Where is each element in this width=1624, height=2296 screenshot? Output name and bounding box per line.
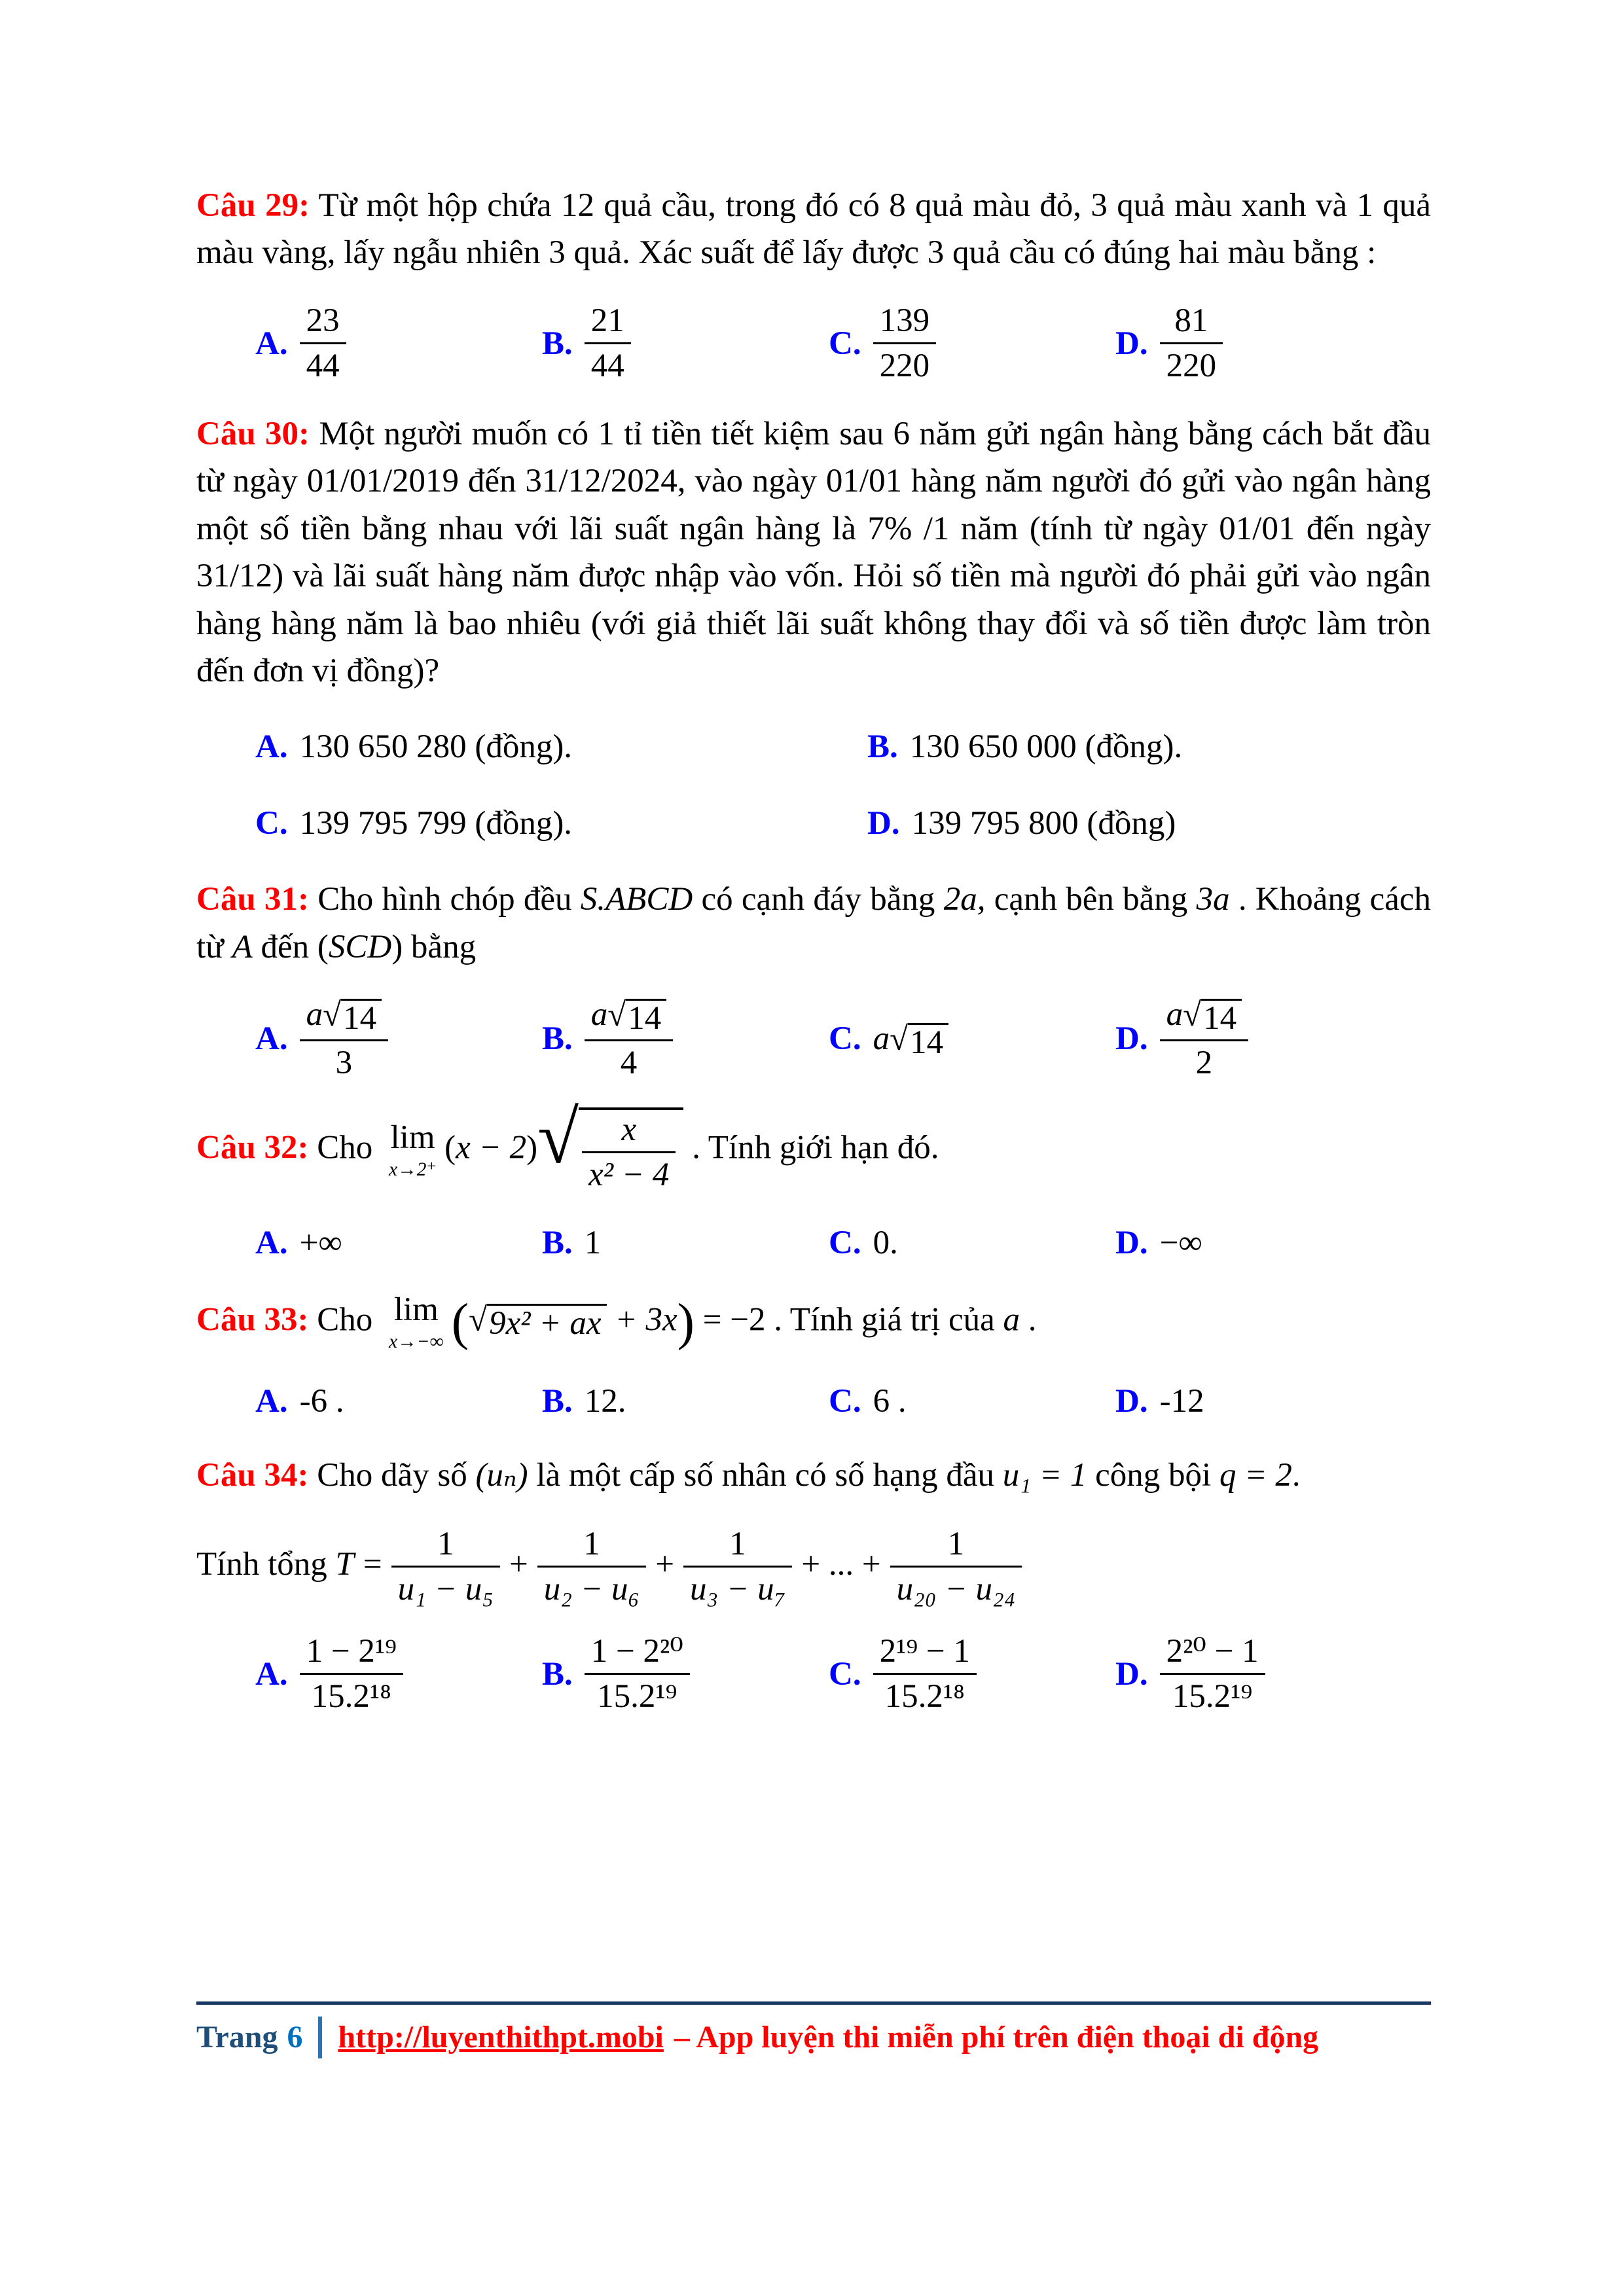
footer-link[interactable]: http://luyenthithpt.mobi	[338, 2020, 664, 2054]
option-b	[542, 997, 829, 1081]
text-run: .	[1020, 1301, 1037, 1338]
option-d-fraction	[1160, 997, 1249, 1081]
question-31-options	[255, 997, 1431, 1081]
question-32-label: Câu 32:	[196, 1129, 309, 1166]
coefficient: a	[306, 996, 323, 1033]
option-a-text: +∞	[299, 1225, 342, 1262]
option-b-text: 1	[584, 1225, 602, 1262]
option-c-letter: C.	[255, 804, 288, 842]
radical-sign-icon: √	[469, 1301, 488, 1338]
option-a-text: -6 .	[299, 1383, 344, 1420]
math-run: T	[335, 1545, 354, 1583]
option-a-letter: A.	[255, 1020, 288, 1058]
paren-open: (	[451, 1293, 469, 1351]
option-a	[255, 997, 542, 1081]
option-a-fraction	[300, 303, 346, 384]
option-b-fraction	[585, 1634, 690, 1715]
question-29	[196, 182, 1431, 384]
option-a-fraction	[300, 997, 389, 1081]
sequence-symbol: (uₙ)	[475, 1456, 528, 1494]
equals-sign: =	[363, 1545, 382, 1583]
ellipsis-plus: + ... +	[801, 1545, 881, 1583]
text-run: Tính giá trị của	[789, 1301, 1003, 1338]
option-d-letter: D.	[1115, 1225, 1148, 1262]
text-run: cạnh bên bằng	[985, 881, 1197, 918]
fraction-denominator: u₂₀ − u₂₄	[896, 1571, 1016, 1608]
option-d-text: −∞	[1159, 1225, 1202, 1262]
text-run: . Khoảng cách từ	[196, 881, 1432, 965]
option-b-letter: B.	[542, 1020, 573, 1058]
option-a-letter: A.	[255, 1225, 288, 1262]
fraction	[890, 1526, 1022, 1607]
question-32-options	[255, 1219, 1431, 1266]
option-d	[1115, 1634, 1431, 1715]
question-34-label: Câu 34:	[196, 1456, 309, 1494]
fraction-numerator: 21	[585, 303, 631, 344]
question-34-formula	[196, 1526, 1431, 1607]
fraction-denominator: 220	[1166, 347, 1217, 384]
fraction-numerator: 1 − 2²⁰	[585, 1634, 690, 1675]
option-b-letter: B.	[542, 325, 573, 362]
option-b-text: 12.	[584, 1383, 626, 1420]
text-run: ) bằng	[391, 928, 477, 965]
fraction-numerator: 2¹⁹ − 1	[873, 1634, 977, 1675]
text-run: có cạnh đáy bằng	[693, 881, 944, 918]
question-33-options	[255, 1378, 1431, 1425]
fraction-denominator: u₃ − u₇	[689, 1571, 786, 1608]
question-31-label: Câu 31:	[196, 881, 309, 918]
option-a-text: 130 650 280 (đồng).	[299, 728, 573, 766]
question-32-paragraph	[196, 1096, 1431, 1194]
question-34-paragraph	[196, 1452, 1431, 1499]
option-d-text: -12	[1159, 1383, 1204, 1420]
fraction-numerator: 1	[391, 1526, 500, 1568]
fraction	[391, 1526, 500, 1607]
fraction-numerator: 139	[873, 303, 937, 344]
square-root	[323, 996, 382, 1037]
option-c	[829, 1634, 1115, 1715]
fraction-denominator: 4	[620, 1045, 638, 1082]
radicand: 14	[908, 1023, 948, 1061]
radicand: 14	[626, 999, 666, 1037]
option-b-letter: B.	[542, 1383, 573, 1420]
math-run: a	[1003, 1301, 1020, 1338]
option-a-fraction	[300, 1634, 403, 1715]
option-c-letter: C.	[829, 1020, 861, 1058]
plus-sign: +	[509, 1545, 528, 1583]
option-d-letter: D.	[1115, 1383, 1148, 1420]
option-d	[1115, 997, 1431, 1081]
option-b-letter: B.	[542, 1656, 573, 1693]
math-run: q = 2	[1219, 1456, 1292, 1494]
question-33-paragraph	[196, 1293, 1431, 1352]
option-c-text: 6 .	[873, 1383, 907, 1420]
question-30-body: Một người muốn có 1 tỉ tiền tiết kiệm sau 6 năm gửi ngân hàng bằng cách bắt đầu từ ngày 01/01/2019 đến 31/12/2024, vào ngày 01/01 hàng năm người đó gửi vào ngân hàng một số tiền bằng nhau với lãi suất ngân hàng là 7% /1 năm (tính từ ngày 01/01 đến ngày 31/12) và lãi suất hàng năm được nhập vào vốn. Hỏi số tiền mà người đó phải gửi vào ngân hàng hàng năm là bao nhiêu (với giả thiết lãi suất không thay đổi và số tiền được làm tròn đến đơn vị đồng)?	[196, 415, 1431, 689]
page-footer	[196, 2001, 1431, 2060]
radicand: 9x² + ax	[487, 1304, 606, 1342]
question-29-options	[255, 303, 1431, 384]
math-run: A	[232, 928, 253, 965]
option-a	[255, 1634, 542, 1715]
paren-open: (	[444, 1129, 456, 1166]
text-run: đến (	[252, 928, 329, 965]
square-root	[1183, 996, 1242, 1037]
option-b	[867, 723, 1479, 770]
option-d-fraction	[1160, 303, 1223, 384]
question-29-body: Từ một hộp chứa 12 quả cầu, trong đó có 8 quả màu đỏ, 3 quả màu xanh và 1 quả màu vàng, lấy ngẫu nhiên 3 quả. Xác suất để lấy được 3 quả cầu có đúng hai màu bằng :	[196, 187, 1431, 272]
question-32	[196, 1096, 1431, 1267]
text-run: . Tính giới hạn đó.	[683, 1129, 939, 1166]
fraction-denominator: 44	[306, 347, 340, 384]
radicand	[579, 1107, 683, 1193]
radical-sign-icon: √	[1183, 996, 1202, 1033]
option-b-text: 130 650 000 (đồng).	[909, 728, 1183, 766]
question-34	[196, 1452, 1431, 1715]
math-run: 3a	[1196, 881, 1230, 918]
question-30-label: Câu 30:	[196, 415, 310, 452]
option-b	[542, 1378, 829, 1425]
question-31-body	[196, 881, 1431, 965]
option-c	[829, 1015, 1115, 1062]
fraction-numerator: x	[582, 1112, 676, 1153]
option-c-text: 0.	[873, 1225, 898, 1262]
question-31	[196, 876, 1431, 1081]
math-run: S.ABCD	[580, 881, 693, 918]
option-c-text: 139 795 799 (đồng).	[299, 804, 573, 842]
square-root	[890, 1020, 948, 1061]
option-d-letter: D.	[867, 804, 900, 842]
fraction-numerator	[585, 997, 674, 1041]
fraction-numerator: 81	[1160, 303, 1223, 344]
fraction-numerator	[1160, 997, 1249, 1041]
radicand: 14	[341, 999, 382, 1037]
option-d	[1115, 1219, 1431, 1266]
radical-sign-icon: √	[323, 996, 342, 1033]
option-d-letter: D.	[1115, 1656, 1148, 1693]
fraction-denominator: 2	[1195, 1045, 1213, 1082]
fraction-numerator: 1 − 2¹⁹	[300, 1634, 403, 1675]
option-d-text: 139 795 800 (đồng)	[911, 804, 1176, 842]
fraction-numerator	[300, 997, 389, 1041]
fraction-denominator: 3	[335, 1045, 353, 1082]
radical-sign-icon: √	[537, 1096, 579, 1179]
option-d-fraction	[1160, 1634, 1265, 1715]
option-b	[542, 303, 829, 384]
question-33	[196, 1293, 1431, 1426]
fraction-denominator: 15.2¹⁹	[597, 1678, 677, 1715]
text-run: .	[1291, 1456, 1301, 1494]
math-run: x − 2	[456, 1129, 527, 1166]
question-30-paragraph	[196, 410, 1431, 694]
radical-sign-icon: √	[607, 996, 626, 1033]
option-b	[542, 1634, 829, 1715]
option-a	[255, 303, 542, 384]
option-d	[1115, 303, 1431, 384]
coefficient: a	[1166, 996, 1183, 1033]
question-29-paragraph	[196, 182, 1431, 277]
option-c-letter: C.	[829, 1383, 861, 1420]
math-run: + 3x	[606, 1301, 677, 1338]
fraction	[582, 1112, 676, 1193]
page-number-label: Trang	[196, 2020, 278, 2054]
fraction-numerator: 1	[683, 1526, 792, 1568]
text-run: Cho hình chóp đều	[317, 881, 581, 918]
question-34-options	[255, 1634, 1431, 1715]
text-run: Cho dãy số	[317, 1456, 476, 1494]
math-run: 2a,	[943, 881, 986, 918]
paren-close: )	[526, 1129, 538, 1166]
text-run: Tính tổng	[196, 1545, 336, 1583]
option-a	[255, 1378, 542, 1425]
option-d	[1115, 1378, 1431, 1425]
question-29-label: Câu 29:	[196, 187, 310, 224]
option-b-letter: B.	[867, 728, 898, 766]
option-a	[255, 1219, 542, 1266]
option-a-letter: A.	[255, 325, 288, 362]
option-c	[829, 1378, 1115, 1425]
option-c-letter: C.	[829, 325, 861, 362]
option-d-letter: D.	[1115, 325, 1148, 362]
option-c-fraction	[873, 303, 937, 384]
option-b	[542, 1219, 829, 1266]
limit-subscript: x→−∞	[388, 1331, 444, 1352]
math-run: SCD	[328, 928, 392, 965]
fraction-numerator: 23	[300, 303, 346, 344]
option-c-letter: C.	[829, 1225, 861, 1262]
option-a	[255, 723, 867, 770]
limit-operator	[389, 1293, 444, 1352]
text-run: là một cấp số nhân có số hạng đầu	[528, 1456, 1003, 1494]
option-c	[829, 303, 1115, 384]
radicand: 14	[1201, 999, 1242, 1037]
option-d	[867, 800, 1479, 847]
option-a-letter: A.	[255, 1383, 288, 1420]
footer-divider	[318, 2017, 322, 2058]
limit-word: lim	[393, 1291, 439, 1328]
fraction-numerator: 1	[890, 1526, 1022, 1568]
fraction-denominator: 220	[879, 347, 930, 384]
option-c-letter: C.	[829, 1656, 861, 1693]
question-30	[196, 410, 1431, 847]
question-30-options-row-1	[255, 723, 1431, 770]
square-root	[469, 1301, 606, 1342]
fraction-denominator: u₂ − u₆	[543, 1571, 640, 1608]
square-root	[607, 996, 666, 1037]
fraction-denominator: 15.2¹⁹	[1172, 1678, 1253, 1715]
question-31-paragraph	[196, 876, 1431, 971]
square-root	[537, 1096, 683, 1194]
fraction-denominator: x² − 4	[588, 1157, 670, 1194]
equals-value: = −2 .	[694, 1301, 790, 1338]
text-run: công bội	[1087, 1456, 1219, 1494]
option-c	[829, 1219, 1115, 1266]
option-b-letter: B.	[542, 1225, 573, 1262]
option-a-letter: A.	[255, 728, 288, 766]
option-c-fraction	[873, 1634, 977, 1715]
limit-word: lim	[390, 1119, 435, 1156]
math-run: u₁ = 1	[1002, 1456, 1087, 1494]
paren-close: )	[677, 1293, 695, 1351]
question-33-label: Câu 33:	[196, 1301, 309, 1338]
fraction	[683, 1526, 792, 1607]
coefficient: a	[590, 996, 608, 1033]
option-c	[255, 800, 867, 847]
option-c-expression	[873, 1015, 949, 1062]
text-run: Cho	[317, 1129, 381, 1166]
fraction	[537, 1526, 646, 1607]
text-run: Cho	[317, 1301, 381, 1338]
plus-sign: +	[655, 1545, 674, 1583]
footer-tagline: – App luyện thi miễn phí trên điện thoại di động	[674, 2020, 1319, 2054]
coefficient: a	[873, 1020, 890, 1058]
option-a-letter: A.	[255, 1656, 288, 1693]
option-d-letter: D.	[1115, 1020, 1148, 1058]
limit-subscript: x→2⁺	[388, 1158, 437, 1180]
limit-operator	[389, 1121, 437, 1180]
fraction-numerator: 2²⁰ − 1	[1160, 1634, 1265, 1675]
fraction-denominator: u₁ − u₅	[397, 1571, 494, 1608]
fraction-denominator: 15.2¹⁸	[884, 1678, 965, 1715]
fraction-numerator: 1	[537, 1526, 646, 1568]
radical-sign-icon: √	[890, 1020, 909, 1058]
option-b-fraction	[585, 997, 674, 1081]
fraction-denominator: 44	[590, 347, 624, 384]
question-30-options-row-2	[255, 800, 1431, 847]
fraction-denominator: 15.2¹⁸	[311, 1678, 391, 1715]
option-b-fraction	[585, 303, 631, 384]
page-number: 6	[287, 2020, 303, 2054]
